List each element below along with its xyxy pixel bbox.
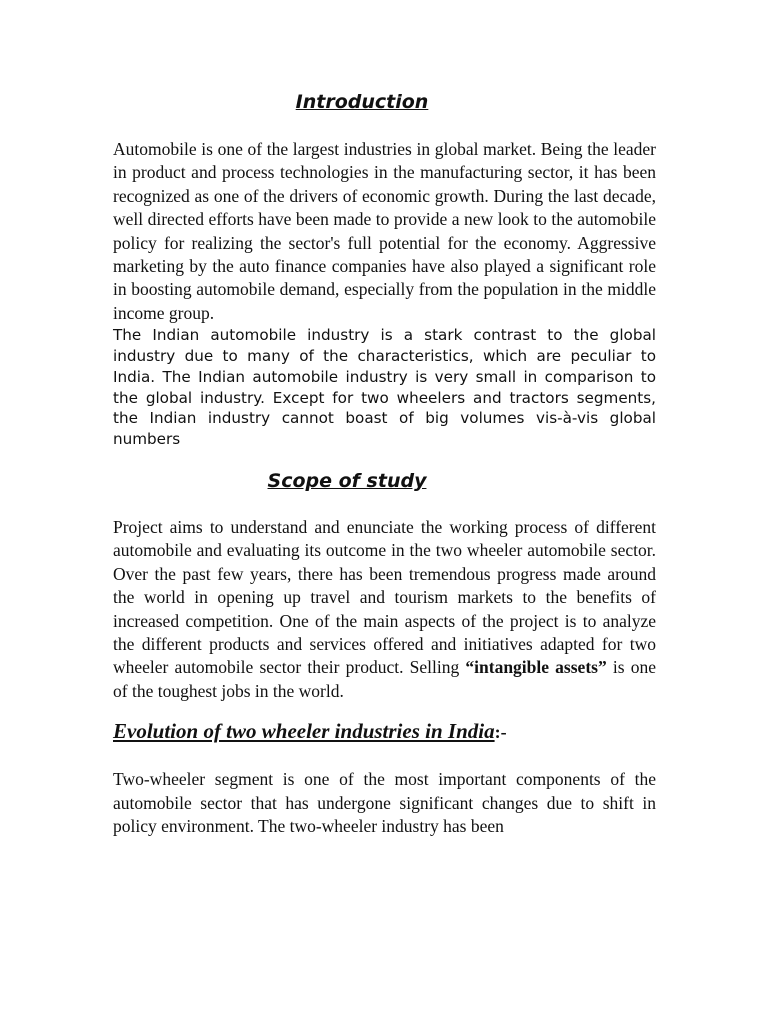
introduction-paragraph-1: Automobile is one of the largest industries in global market. Being the leader in product and process technologies in the manufacturing sector, it has been recognized as one of the drivers of economic growth. During the last decade, well directed efforts have been made to provide a new look to the automobile policy for realizing the sector's full potential for the economy. Aggressive marketing by the auto finance companies have also played a significant role in boosting automobile demand, especially from the population in the middle income group.: [113, 139, 656, 323]
scope-paragraph-text-1: Project aims to understand and enunciate the working process of different automobile and evaluating its outcome in the two wheeler automobile sector. Over the past few years, there has been tremendous progress made around the world in opening up travel and tourism markets to the benefits of increased competition. One of the main aspects of the project is to analyze the different products and services offered and initiatives adapted for two wheeler automobile sector their product. Selling: [113, 517, 656, 678]
scope-paragraph-text-2: is one of the toughest jobs in the world.: [113, 657, 656, 701]
scope-paragraph-bold: “intangible assets”: [465, 657, 607, 678]
evolution-paragraph: Two-wheeler segment is one of the most important components of the automobile sector that has undergone significant changes due to shift in policy environment. The two-wheeler industry has been: [113, 769, 656, 837]
evolution-heading: [113, 717, 656, 746]
scope-heading: Scope of study: [267, 470, 427, 493]
evolution-heading-suffix: :-: [494, 722, 507, 743]
introduction-paragraph-2: The Indian automobile industry is a stark contrast to the global industry due to many of the characteristics, which are peculiar to India. The Indian automobile industry is very small in comparison to the global industry. Except for two wheelers and tractors segments, the Indian industry cannot boast of big volumes vis-à-vis global numbers: [113, 326, 656, 449]
evolution-heading-text: Evolution of two wheeler industries in India: [113, 719, 495, 744]
scope-paragraph: [113, 516, 656, 703]
document-page: [113, 88, 656, 839]
introduction-heading: Introduction: [295, 91, 429, 113]
